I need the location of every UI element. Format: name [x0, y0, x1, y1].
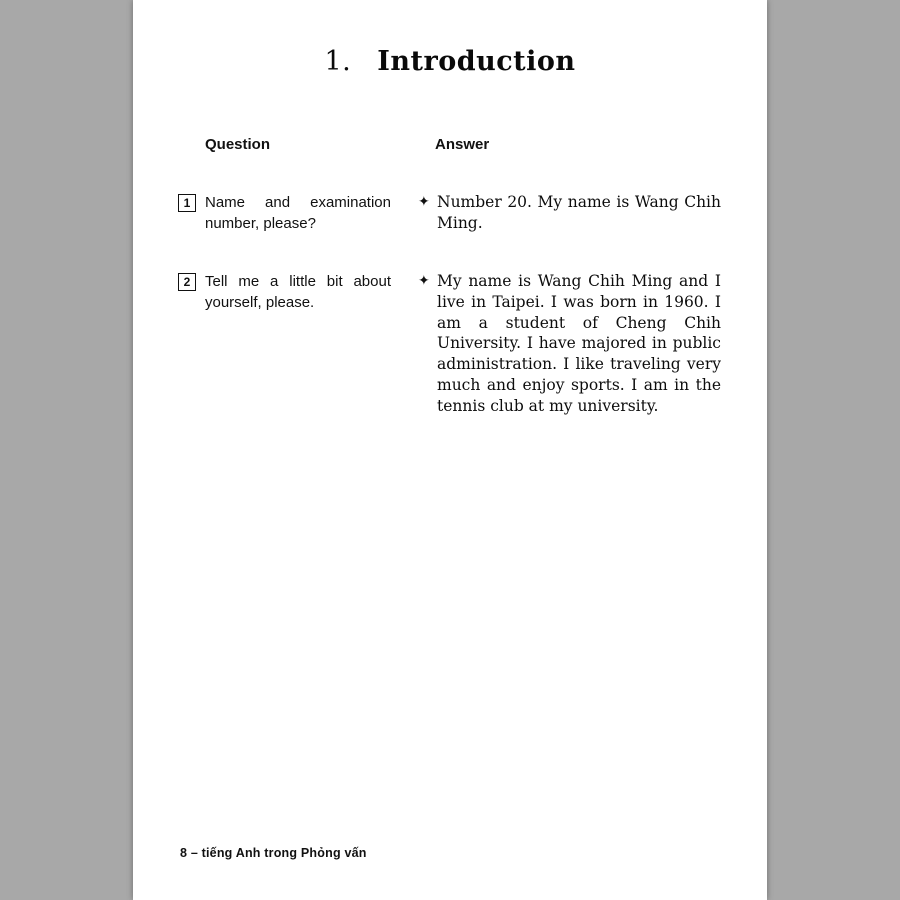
question-text: Tell me a little bit about yourself, please.: [205, 273, 391, 311]
question-number-box: 2: [178, 273, 196, 291]
book-page: [133, 0, 767, 900]
answer-bullet-icon: ✦: [418, 193, 430, 209]
question-column-header: Question: [205, 136, 271, 153]
answer-column-header: Answer: [435, 136, 490, 153]
page-footer: 8 – tiếng Anh trong Phỏng vấn: [180, 846, 367, 860]
answer-text: Number 20. My name is Wang Chih Ming.: [437, 193, 721, 232]
question-number-box: 1: [178, 194, 196, 212]
chapter-number: 1.: [324, 46, 352, 77]
column-headers: [133, 136, 767, 160]
question-text: Name and examination number, please?: [205, 194, 391, 232]
page-title: [133, 46, 767, 77]
answer-bullet-icon: ✦: [418, 272, 430, 288]
answer-text: My name is Wang Chih Ming and I live in Taipei. I was born in 1960. I am a student of Cheng Chih University. I have majored in public administration. I like traveling very much and enjoy sports. I am in the tennis club at my university.: [437, 272, 721, 415]
chapter-title: Introduction: [377, 46, 576, 77]
